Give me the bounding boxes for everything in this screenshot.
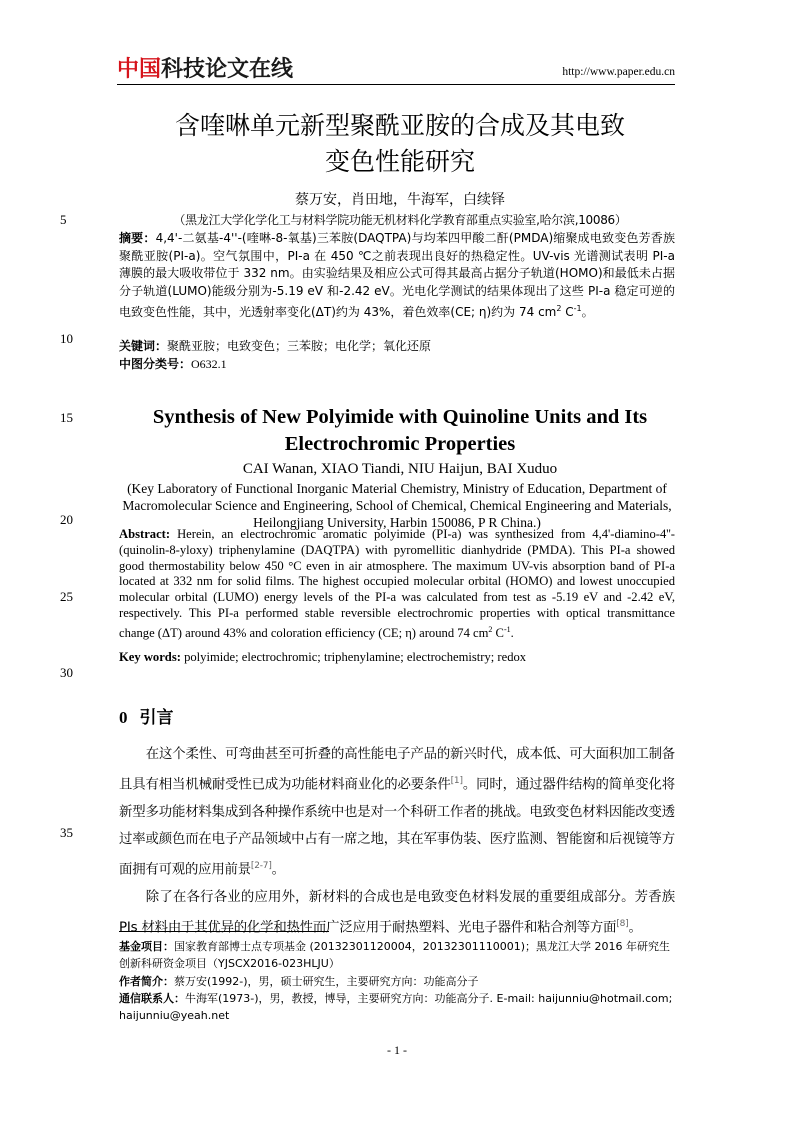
contact-label: 通信联系人： — [119, 991, 185, 1005]
zh-title-line1: 含喹啉单元新型聚酰亚胺的合成及其电致 — [174, 111, 625, 140]
footnote-rule — [119, 931, 329, 932]
zh-abstract-end: 。 — [581, 305, 594, 320]
journal-logo — [117, 57, 293, 83]
body-p1-text-a: 在这个柔性、可弯曲甚至可折叠的高性能电子产品的新兴时代，成本低、可大面积加工制备且具有相当机械耐受性已成为功能材料商业化的必要条件 — [119, 747, 675, 793]
en-authors: CAI Wanan, XIAO Tiandi, NIU Haijun, BAI Xuduo — [242, 461, 558, 477]
zh-abstract-sup1: 2 — [556, 304, 562, 314]
zh-keywords-label: 关键词： — [119, 339, 168, 353]
en-keywords-label: Key words: — [119, 650, 181, 664]
zh-authors: 蔡万安，肖田地，牛海军，白续铎 — [295, 192, 505, 208]
footnote-contact — [119, 990, 679, 1025]
line-number-20: 20 — [60, 512, 73, 527]
citation-ref[interactable]: [1] — [450, 776, 463, 787]
zh-abstract-text: 4,4'-二氨基-4''-(喹啉-8-氧基)三苯胺(DAQTPA)与均苯四甲酸二酐(PMDA)缩聚成电致变色芳香族聚酰亚胺(PI-a)。空气氛围中，PI-a 在 450 ℃之前表现出良好的热稳定性。UV-vis 光谱测试表明 PI-a 薄膜的最大吸收带位于 332 nm。由实验结果及相应公式可得其最高占据分子轨道(HOMO)和最低未占据分子轨道(LUMO)能级分别为-5.19 eV 和-2.42 eV。光电化学测试的结果体现出了这些 PI-a 稳定可逆的电致变色性能，其中，光透射率变化(ΔT)约为 43%，着色效率(CE; η)约为 74 cm — [119, 231, 675, 320]
en-keywords-text: polyimide; electrochromic; triphenylamine; electrochemistry; redox — [180, 650, 527, 664]
logo-dark-text: 科技论文在线 — [161, 57, 294, 82]
en-abstract-c: C — [492, 625, 504, 640]
body-text — [119, 741, 675, 942]
zh-abstract-label: 摘要： — [119, 231, 156, 245]
header-url[interactable]: http://www.paper.edu.cn — [562, 66, 675, 78]
page-number: - 1 - — [387, 1043, 407, 1057]
contact-text: 牛海军(1973-)，男，教授，博导，主要研究方向：功能高分子. E-mail: haijunniu@hotmail.com; haijunniu@yeah.net — [119, 991, 673, 1023]
zh-abstract — [119, 230, 675, 322]
fund-text: 国家教育部博士点专项基金 (20132301120004，20132301110001)；黑龙江大学 2016 年研究生创新科研资金项目（YJSCX2016-023HLJU） — [119, 940, 671, 971]
en-abstract-end: . — [510, 625, 514, 640]
fund-label: 基金项目： — [119, 940, 174, 953]
line-number-15: 15 — [60, 410, 73, 425]
body-paragraph-2 — [119, 884, 675, 942]
footnotes — [119, 938, 679, 1024]
footnote-fund — [119, 938, 679, 973]
citation-ref[interactable]: [2-7] — [250, 861, 272, 872]
zh-classification — [119, 356, 675, 374]
en-title-line1: Synthesis of New Polyimide with Quinoline Units and Its — [152, 406, 648, 428]
section-title: 引言 — [139, 708, 174, 728]
line-number-25: 25 — [60, 589, 73, 604]
zh-keywords — [119, 338, 675, 356]
en-abstract-text: Herein, an electrochromic aromatic polyimide (PI-a) was synthesized from 4,4'-diamino-4''-(quinolin-8-yloxy) triphenylamine (DAQTPA) with pyromellitic dianhydride (PMDA). This PI-a showed good thermostability below 450 °C even in air atmosphere. The maximum UV-vis absorption band of PI-a located at 332 nm for solid films. The highest occupied molecular orbital (HOMO) and lowest unoccupied molecular orbital (LUMO) energy levels of the PI-a was calculated from test as -5.19 eV and -2.42 eV, respectively. This PI-a performed stable reversible electrochromic properties with optical transmittance change (ΔT) around 43% and coloration efficiency (CE; η) around 74 cm — [119, 527, 675, 640]
logo-red-text: 中国 — [117, 57, 162, 82]
line-number-30: 30 — [60, 665, 73, 680]
body-p2-text-a: 除了在各行各业的应用外，新材料的合成也是电致变色材料发展的重要组成部分。芳香族 PIs 材料由于其优异的化学和热性而广泛应用于耐热塑料、光电子器件和粘合剂等方面 — [119, 889, 675, 936]
en-abstract-sup1: 2 — [488, 624, 493, 634]
line-number-10: 10 — [60, 331, 73, 346]
section-number: 0 — [119, 708, 128, 727]
zh-class-label: 中图分类号： — [119, 357, 192, 371]
en-abstract-sup2: -1 — [503, 624, 511, 634]
body-p1-text-b: 。同时，通过器件结构的简单变化将新型多功能材料集成到各种操作系统中也是对一个科研工作者的挑战。电致变色材料因能改变透过率或颜色而在电子产品领域中占有一席之地，其在军事伪装、医疗监测、智能窗和后视镜等方面拥有可观的应用前景 — [119, 777, 675, 878]
en-keywords — [119, 650, 675, 665]
author-text: 蔡万安(1992-)，男，硕士研究生，主要研究方向：功能高分子 — [174, 974, 479, 988]
zh-abstract-sup2: -1 — [573, 304, 582, 314]
zh-affiliation: （黑龙江大学化学化工与材料学院功能无机材料化学教育部重点实验室,哈尔滨,10086） — [173, 213, 627, 227]
body-paragraph-1 — [119, 741, 675, 884]
line-number-35: 35 — [60, 825, 73, 840]
zh-abstract-c: C — [561, 305, 574, 320]
section-heading — [119, 703, 174, 728]
citation-ref[interactable]: [8] — [616, 919, 629, 930]
en-title-line2: Electrochromic Properties — [284, 433, 516, 455]
footnote-author — [119, 973, 679, 990]
zh-title-line2: 变色性能研究 — [324, 147, 475, 176]
author-label: 作者简介： — [119, 974, 174, 988]
line-number-5: 5 — [60, 212, 67, 227]
en-abstract — [119, 527, 675, 642]
body-p1-text-c: 。 — [271, 862, 285, 878]
en-affiliation: (Key Laboratory of Functional Inorganic Material Chemistry, Ministry of Education, Department of Macromolecular Science and Engineering, School of Chemical, Chemical Engineering and Materials, Heilongjiang University, Harbin 150086, P R China.) — [122, 481, 672, 530]
en-title — [100, 404, 700, 458]
en-abstract-label: Abstract: — [119, 527, 171, 541]
zh-class-value: O632.1 — [191, 357, 227, 371]
zh-keywords-text: 聚酰亚胺；电致变色；三苯胺；电化学；氧化还原 — [167, 339, 432, 353]
header-rule — [117, 84, 675, 85]
body-p2-text-b: 。 — [628, 920, 642, 936]
